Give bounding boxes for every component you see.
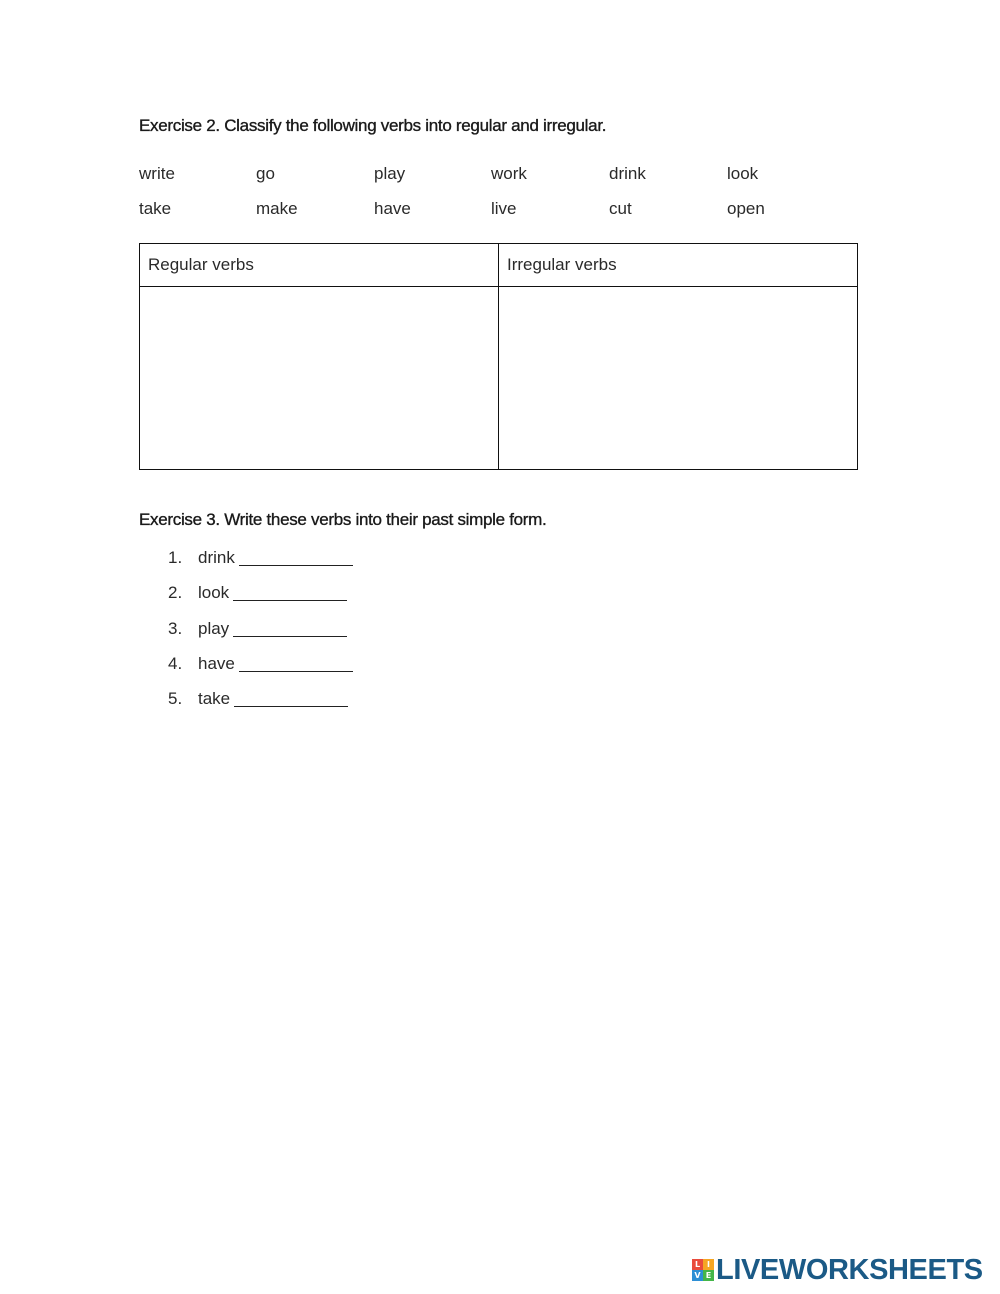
verb-word: work	[491, 164, 527, 183]
verb-word: make	[256, 199, 298, 218]
table-header-row	[140, 244, 858, 287]
verb-word: have	[374, 199, 411, 218]
exercise-2-title: Exercise 2. Classify the following verbs into regular and irregular.	[139, 116, 607, 135]
past-simple-list	[168, 548, 353, 724]
item-verb: take	[198, 689, 231, 709]
item-number: 1.	[168, 548, 183, 567]
item-verb: look	[198, 583, 230, 603]
logo-text: LIVEWORKSHEETS	[716, 1253, 983, 1286]
liveworksheets-logo-mark-icon: L I V E	[692, 1259, 714, 1281]
exercise-3-title: Exercise 3. Write these verbs into their past simple form.	[139, 510, 547, 529]
list-item	[168, 583, 353, 618]
verb-word: go	[256, 164, 275, 183]
verb-word: look	[727, 164, 759, 183]
item-verb: drink	[198, 548, 235, 567]
irregular-verbs-header: Irregular verbs	[499, 244, 858, 287]
regular-verbs-header: Regular verbs	[140, 244, 499, 287]
table-answer-row	[140, 287, 858, 470]
classification-table	[139, 243, 858, 470]
verb-word: live	[491, 199, 517, 218]
answer-blank[interactable]	[234, 689, 348, 707]
list-item	[168, 619, 353, 654]
answer-blank[interactable]	[233, 619, 347, 637]
item-number: 5.	[168, 689, 183, 709]
answer-blank[interactable]	[239, 654, 353, 672]
item-number: 4.	[168, 653, 183, 673]
regular-verbs-answer-box[interactable]	[140, 287, 499, 470]
irregular-verbs-answer-box[interactable]	[499, 287, 858, 470]
verb-word: cut	[609, 199, 632, 218]
item-verb: have	[198, 653, 235, 673]
item-number: 2.	[168, 583, 183, 603]
list-item	[168, 654, 353, 689]
verb-word: open	[727, 199, 765, 218]
answer-blank[interactable]	[239, 548, 353, 566]
verb-word: take	[139, 199, 172, 218]
liveworksheets-logo	[692, 1253, 983, 1286]
list-item	[168, 689, 353, 724]
verb-word: write	[139, 164, 175, 183]
list-item	[168, 548, 353, 583]
item-verb: play	[198, 618, 230, 638]
item-number: 3.	[168, 618, 183, 638]
answer-blank[interactable]	[233, 583, 347, 601]
verb-word: drink	[609, 164, 646, 183]
verb-word: play	[374, 164, 406, 183]
